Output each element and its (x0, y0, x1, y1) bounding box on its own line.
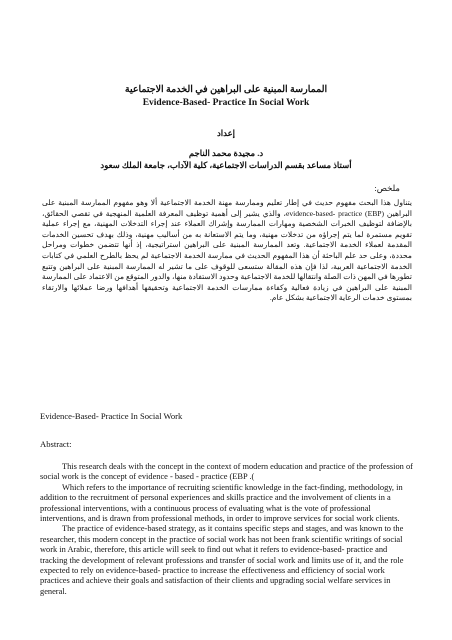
english-title-repeat: Evidence-Based- Practice In Social Work (40, 411, 183, 421)
abstract-body (40, 462, 414, 597)
arabic-title: الممارسة المبنية على البراهين في الخدمة الاجتماعية (124, 85, 328, 95)
abstract-heading: Abstract: (40, 439, 72, 449)
abstract-paragraph: This research deals with the concept in the context of modern education and practice of the profession of social work is the concept of evidence - based - practice (EBP .( (40, 462, 413, 482)
abstract-paragraph: The practice of evidence-based strategy, as it contains specific steps and stages, and was known to the researcher, this modern concept in the practice of social work has not been frank scientific writings of social work in Arabic, therefore, this article will seek to find out what it refers to evidence-based- practice and tracking the development of relevant professions and transfer of social work and limits use of it, and the role expected to rely on evidence-based- practice to increase the effectiveness and efficiency of social work practices and achieve their goals and satisfaction of their clients and upgrading social welfare services in general. (40, 524, 404, 596)
arabic-summary-body (42, 198, 412, 304)
arabic-summary-paragraph: يتناول هذا البحث مفهوم حديث في إطار تعليم وممارسة مهنة الخدمة الاجتماعية ألا وهو مفهوم الممارسة المبنية على البراهين (EBP) evidence-based- practice، والذي يشير إلى أهمية توظيف المعرفة العلمية المنهجية في تقصي الحقائق، بالإضافة لتوظيف الخبرات الشخصية ومهارات الممارسة وإشراك العملاء عند إجراء التدخلات المهنية، مع إجراء عملية تقويم مستمرة لما يتم إجراؤه من تدخلات مهنية، وما يتم الاستعانة به من أساليب مهنية، وذلك بهدف تحسين الخدمات المقدمة لعملاء الخدمة الاجتماعية. وتعد الممارسة المبنية على البراهين استراتيجية، إذ أنها تتضمن خطوات ومراحل محددة، وعلى حد علم الباحثة أن هذا المفهوم الحديث في ممارسة الخدمة الاجتماعية لم يحظ بالطرح العلمي في كتابات الخدمة الاجتماعية العربية، لذا فإن هذه المقالة ستسعى للوقوف على ما تشير له الممارسة المبنية على البراهين وتتبع تطورها في المهن ذات الصلة وانتقالها للخدمة الاجتماعية وحدود الاستفادة منها، والدور المتوقع من الاعتماد على الممارسة المبنية على البراهين في زيادة فعالية وكفاءة ممارسات الخدمة الاجتماعية وتحقيقها أهدافها ورضا عملائها والارتقاء بمستوى خدمات الرعاية الاجتماعية بشكل عام. (42, 198, 412, 303)
prepared-by-label: إعداد (216, 128, 236, 138)
english-title: Evidence-Based- Practice In Social Work (142, 98, 310, 108)
abstract-paragraph: Which refers to the importance of recruiting scientific knowledge in the fact-finding, methodology, in addition to the recruitment of personal experiences and skills practice and the involvement of clients in a professional interventions, with a continuous process of evaluating what is the vote of professional interventions, and is drawn from professional methods, in order to improve services for social work clients. (40, 482, 403, 524)
arabic-summary-heading: ملخص: (374, 183, 400, 193)
author-affiliation: أستاذ مساعد بقسم الدراسات الاجتماعية، كلية الآداب، جامعة الملك سعود (100, 160, 352, 170)
author-name: د. مجيدة محمد الناجم (188, 148, 264, 158)
